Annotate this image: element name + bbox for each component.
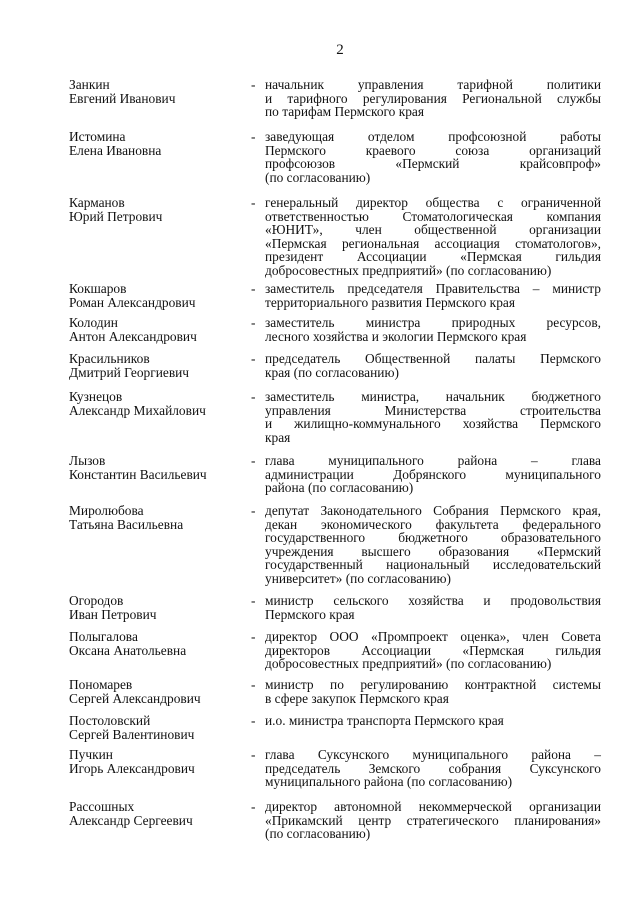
list-dash: - <box>251 593 256 608</box>
position-line: депутат Законодательного Собрания Пермского края, <box>265 503 601 518</box>
position-line: добросовестных предприятий» (по согласованию) <box>265 656 552 672</box>
position-line: и тарифного регулирования Региональной службы <box>265 90 601 106</box>
position-line: заместитель председателя Правительства – министр <box>265 281 601 296</box>
member-given-names: Сергей Валентинович <box>69 726 195 742</box>
member-position <box>265 282 601 309</box>
position-line: генеральный директор общества с ограниченной <box>265 195 601 210</box>
member-surname: Рассошных <box>69 799 135 814</box>
position-line: глава муниципального района – глава <box>265 453 601 468</box>
member-surname: Колодин <box>69 315 118 330</box>
member-position <box>265 390 601 444</box>
member-position <box>265 454 601 495</box>
position-line: председатель Земского собрания Суксунского <box>265 760 601 776</box>
member-name <box>69 714 259 741</box>
member-name <box>69 678 259 705</box>
position-line: (по согласованию) <box>265 169 371 185</box>
member-position <box>265 748 601 789</box>
list-dash: - <box>251 503 256 518</box>
position-line: района (по согласованию) <box>265 480 414 496</box>
member-position <box>265 800 601 841</box>
member-surname: Занкин <box>69 77 110 92</box>
member-surname: Огородов <box>69 593 124 608</box>
member-name <box>69 504 259 531</box>
member-name <box>69 630 259 657</box>
position-line: директор ООО «Промпроект оценка», член Совета <box>265 629 601 644</box>
member-position <box>265 196 601 278</box>
member-given-names: Антон Александрович <box>69 328 197 344</box>
position-line: профсоюзов «Пермский крайсовпроф» <box>265 156 601 172</box>
member-name <box>69 390 259 417</box>
list-dash: - <box>251 195 256 210</box>
position-line: Пермского краевого союза организаций <box>265 142 601 158</box>
member-given-names: Сергей Александрович <box>69 690 201 706</box>
position-line: министр по регулированию контрактной системы <box>265 677 601 692</box>
member-surname: Красильников <box>69 351 150 366</box>
list-dash: - <box>251 747 256 762</box>
position-line: по тарифам Пермского края <box>265 104 425 120</box>
position-line: муниципального района (по согласованию) <box>265 774 513 790</box>
member-position <box>265 630 601 671</box>
position-line: и жилищно-коммунального хозяйства Пермского <box>265 416 601 432</box>
member-given-names: Евгений Иванович <box>69 90 176 106</box>
position-line: лесного хозяйства и экологии Пермского края <box>265 328 527 344</box>
member-given-names: Роман Александрович <box>69 294 196 310</box>
position-line: «Прикамский центр стратегического планирования» <box>265 812 601 828</box>
position-line: учреждения высшего образования «Пермский <box>265 543 601 559</box>
member-given-names: Александр Михайлович <box>69 402 206 418</box>
list-dash: - <box>251 281 256 296</box>
member-name <box>69 282 259 309</box>
position-line: добросовестных предприятий» (по согласованию) <box>265 262 552 278</box>
position-line: края <box>265 429 291 445</box>
member-given-names: Александр Сергеевич <box>69 812 193 828</box>
list-dash: - <box>251 453 256 468</box>
list-dash: - <box>251 129 256 144</box>
member-position <box>265 316 601 343</box>
member-position <box>265 130 601 184</box>
member-given-names: Татьяна Васильевна <box>69 516 184 532</box>
member-surname: Кузнецов <box>69 389 123 404</box>
position-line: (по согласованию) <box>265 826 371 842</box>
position-line: ответственностью Стоматологическая компания <box>265 208 601 224</box>
member-name <box>69 800 259 827</box>
position-line: начальник управления тарифной политики <box>265 77 601 92</box>
member-surname: Карманов <box>69 195 125 210</box>
position-line: университет» (по согласованию) <box>265 570 451 586</box>
member-surname: Пучкин <box>69 747 113 762</box>
position-line: государственный национальный исследовательский <box>265 557 601 573</box>
position-line: заместитель министра, начальник бюджетного <box>265 389 601 404</box>
position-line: Пермского края <box>265 606 355 622</box>
position-line: в сфере закупок Пермского края <box>265 690 449 706</box>
list-dash: - <box>251 315 256 330</box>
position-line: председатель Общественной палаты Пермского <box>265 351 601 366</box>
page-number: 2 <box>336 42 344 58</box>
member-name <box>69 748 259 775</box>
position-line: администрации Добрянского муниципального <box>265 466 601 482</box>
member-given-names: Дмитрий Георгиевич <box>69 364 190 380</box>
member-surname: Пономарев <box>69 677 133 692</box>
list-dash: - <box>251 389 256 404</box>
member-surname: Истомина <box>69 129 126 144</box>
member-given-names: Иван Петрович <box>69 606 157 622</box>
member-surname: Кокшаров <box>69 281 127 296</box>
member-given-names: Елена Ивановна <box>69 142 162 158</box>
member-position <box>265 352 601 379</box>
member-surname: Полыгалова <box>69 629 138 644</box>
member-name <box>69 78 259 105</box>
position-line: директор автономной некоммерческой организации <box>265 799 601 814</box>
member-name <box>69 196 259 223</box>
member-given-names: Юрий Петрович <box>69 208 163 224</box>
position-line: директоров Ассоциации «Пермская гильдия <box>265 642 601 658</box>
position-line: управления Министерства строительства <box>265 402 601 418</box>
member-given-names: Игорь Александрович <box>69 760 195 776</box>
member-name <box>69 352 259 379</box>
member-name <box>69 454 259 481</box>
member-given-names: Оксана Анатольевна <box>69 642 187 658</box>
position-line: и.о. министра транспорта Пермского края <box>265 713 504 728</box>
member-name <box>69 130 259 157</box>
position-line: декан экономического факультета федерального <box>265 516 601 532</box>
member-given-names: Константин Васильевич <box>69 466 207 482</box>
list-dash: - <box>251 713 256 728</box>
position-line: государственного бюджетного образовательного <box>265 530 601 546</box>
position-line: края (по согласованию) <box>265 364 399 380</box>
member-surname: Постоловский <box>69 713 151 728</box>
member-surname: Миролюбова <box>69 503 144 518</box>
member-name <box>69 316 259 343</box>
member-surname: Лызов <box>69 453 106 468</box>
list-dash: - <box>251 799 256 814</box>
member-position <box>265 78 601 119</box>
list-dash: - <box>251 77 256 92</box>
member-position <box>265 678 601 705</box>
list-dash: - <box>251 677 256 692</box>
position-line: глава Суксунского муниципального района – <box>265 747 601 762</box>
member-position <box>265 714 601 728</box>
position-line: «Пермская региональная ассоциация стоматологов», <box>265 235 601 251</box>
list-dash: - <box>251 351 256 366</box>
member-name <box>69 594 259 621</box>
member-position <box>265 594 601 621</box>
position-line: заместитель министра природных ресурсов, <box>265 315 601 330</box>
member-position <box>265 504 601 586</box>
position-line: министр сельского хозяйства и продовольствия <box>265 593 601 608</box>
list-dash: - <box>251 629 256 644</box>
position-line: территориального развития Пермского края <box>265 294 515 310</box>
position-line: «ЮНИТ», член общественной организации <box>265 222 601 238</box>
position-line: президент Ассоциации «Пермская гильдия <box>265 249 601 265</box>
position-line: заведующая отделом профсоюзной работы <box>265 129 601 144</box>
